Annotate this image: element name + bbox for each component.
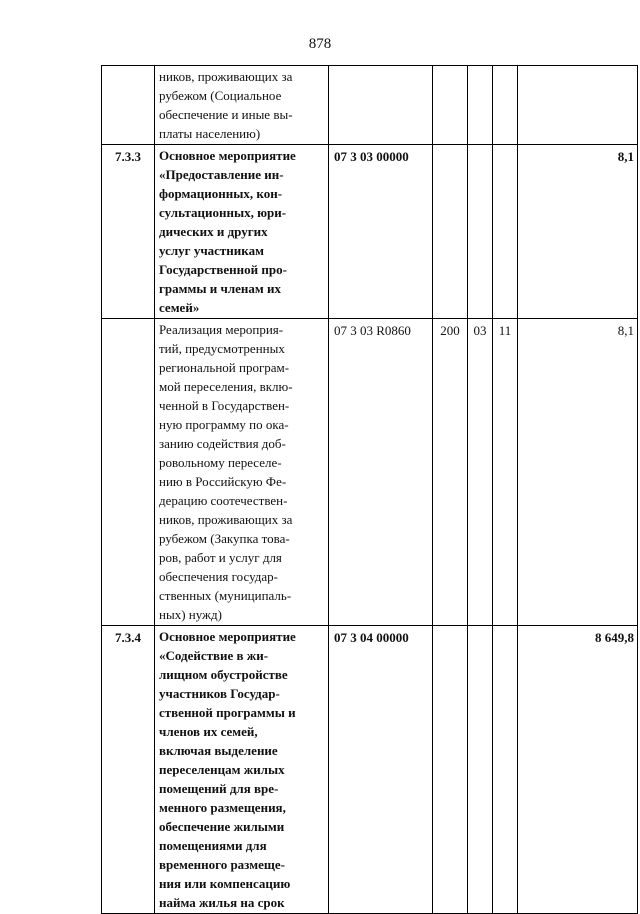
table-row	[102, 66, 638, 145]
name-line: «Предоставление ин-	[159, 167, 284, 182]
name-line: ных) нужд)	[159, 607, 222, 622]
name-line: ния или компенсацию	[159, 876, 291, 891]
name-line: менного размещения,	[159, 800, 286, 815]
target-code-cell: 07 3 03 R0860	[329, 319, 433, 626]
amount-cell: 8,1	[518, 319, 638, 626]
name-line: обеспечение и иные вы-	[159, 107, 293, 122]
name-line: Основное мероприятие	[159, 629, 296, 644]
name-line: ченной в Государствен-	[159, 398, 290, 413]
name-line: формационных, кон-	[159, 186, 283, 201]
name-line: тий, предусмотренных	[159, 341, 285, 356]
section-cell	[468, 626, 493, 914]
name-line: рубежом (Социальное	[159, 88, 282, 103]
name-line: переселенцам жилых	[159, 762, 285, 777]
row-name-cell	[155, 626, 329, 914]
amount-cell	[518, 66, 638, 145]
subsection-cell	[493, 626, 518, 914]
expense-type-cell: 200	[433, 319, 468, 626]
subsection-cell: 11	[493, 319, 518, 626]
name-line: семей»	[159, 300, 200, 315]
row-name-cell	[155, 66, 329, 145]
name-line: услуг участникам	[159, 243, 264, 258]
name-line: членов их семей,	[159, 724, 258, 739]
target-code-cell: 07 3 04 00000	[329, 626, 433, 914]
budget-table	[101, 65, 638, 914]
name-line: ников, проживающих за	[159, 69, 293, 84]
name-line: сультационных, юри-	[159, 205, 287, 220]
name-line: ственной программы и	[159, 705, 296, 720]
section-cell	[468, 145, 493, 319]
section-cell: 03	[468, 319, 493, 626]
name-line: граммы и членам их	[159, 281, 281, 296]
name-line: найма жилья на срок	[159, 895, 285, 910]
name-line: дических и других	[159, 224, 268, 239]
name-line: помещениями для	[159, 838, 267, 853]
name-line: мой переселения, вклю-	[159, 379, 293, 394]
row-number-cell	[102, 319, 155, 626]
expense-type-cell	[433, 66, 468, 145]
table-row	[102, 319, 638, 626]
subsection-cell	[493, 66, 518, 145]
expense-type-cell	[433, 626, 468, 914]
name-line: ров, работ и услуг для	[159, 550, 282, 565]
name-line: дерацию соотечествен-	[159, 493, 288, 508]
name-line: «Содействие в жи-	[159, 648, 269, 663]
name-line: платы населению)	[159, 126, 261, 141]
row-name-cell	[155, 145, 329, 319]
name-line: нию в Российскую Фе-	[159, 474, 287, 489]
amount-cell: 8 649,8	[518, 626, 638, 914]
name-line: рубежом (Закупка това-	[159, 531, 290, 546]
name-line: ровольному переселе-	[159, 455, 282, 470]
section-cell	[468, 66, 493, 145]
target-code-cell	[329, 66, 433, 145]
name-line: ную программу по ока-	[159, 417, 289, 432]
name-line: временного размеще-	[159, 857, 285, 872]
name-line: обеспечение жилыми	[159, 819, 285, 834]
target-code-cell: 07 3 03 00000	[329, 145, 433, 319]
name-line: участников Государ-	[159, 686, 280, 701]
name-line: региональной програм-	[159, 360, 290, 375]
name-line: занию содействия доб-	[159, 436, 286, 451]
name-line: обеспечения государ-	[159, 569, 278, 584]
page-number: 878	[308, 36, 332, 52]
name-line: ников, проживающих за	[159, 512, 293, 527]
table-row	[102, 145, 638, 319]
name-line: Государственной про-	[159, 262, 287, 277]
amount-cell: 8,1	[518, 145, 638, 319]
table-row	[102, 626, 638, 914]
row-number-cell: 7.3.3	[102, 145, 155, 319]
name-line: Основное мероприятие	[159, 148, 296, 163]
expense-type-cell	[433, 145, 468, 319]
row-number-cell: 7.3.4	[102, 626, 155, 914]
name-line: включая выделение	[159, 743, 278, 758]
name-line: Реализация мероприя-	[159, 322, 284, 337]
row-name-cell	[155, 319, 329, 626]
name-line: помещений для вре-	[159, 781, 279, 796]
name-line: ственных (муниципаль-	[159, 588, 292, 603]
row-number-cell	[102, 66, 155, 145]
subsection-cell	[493, 145, 518, 319]
name-line: лищном обустройстве	[159, 667, 288, 682]
